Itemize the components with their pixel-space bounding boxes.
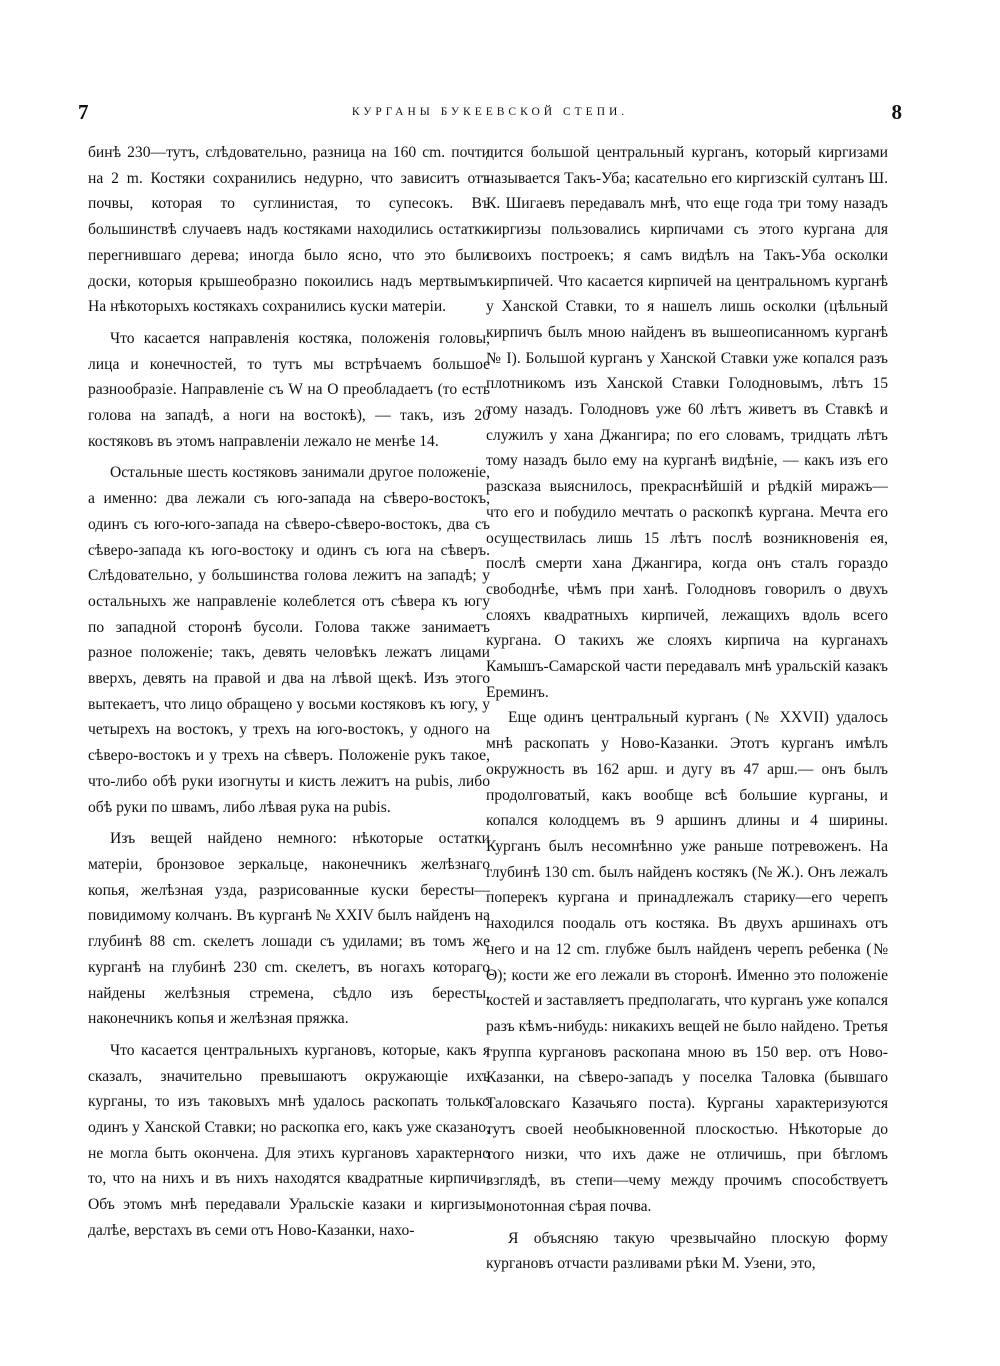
paragraph: Остальные шесть костяковъ занимали другое положеніе, а именно: два лежали съ юго-запада на сѣверо-востокъ, одинъ съ юго-юго-запада на сѣверо-сѣверо-востокъ, два съ сѣверо-запада къ юго-востоку и одинъ съ юга на сѣверъ. Слѣдовательно, у большинства голова лежитъ на западѣ; у остальныхъ же направленіе колеблется отъ сѣвера къ югу по западной сторонѣ бусоли. Голова также занимаетъ разное положеніе; такъ, девять человѣкъ лежатъ лицами вверхъ, девять на правой и два на лѣвой щекѣ. Изъ этого вытекаетъ, что лицо обращено у восьми костяковъ къ югу, у четырехъ на востокъ, у трехъ на юго-востокъ, у одного на сѣверо-востокъ и у трехъ на сѣверъ. Положеніе рукъ такое, что-либо обѣ руки изогнуты и кисть лежитъ на pubis, либо обѣ руки по швамъ, либо лѣвая рука на pubis. — [88, 464, 490, 816]
running-title: КУРГАНЫ БУКЕЕВСКОЙ СТЕПИ. — [351, 106, 629, 118]
paragraph: Еще одинъ центральный курганъ (№ XXVII) удалось мнѣ раскопать у Ново-Казанки. Этотъ курганъ имѣлъ окружность въ 162 арш. и дугу въ 47 арш.— онъ былъ продолговатый, какъ вообще всѣ большие курганы, и копался колодцемъ въ 9 аршинъ длины и 4 ширины. Курганъ былъ несомнѣнно уже раньше потревоженъ. На глубинѣ 130 cm. былъ найденъ костякъ (№ Ж.). Онъ лежалъ поперекъ кургана и принадлежалъ старику—его черепъ находился поодаль отъ костяка. Въ двухъ аршинахъ отъ него и на 12 cm. глубже былъ найденъ черепъ ребенка (№ Θ); кости же его лежали въ сторонѣ. Именно это положеніе костей и заставляетъ предполагать, что курганъ уже копался разъ кѣмъ-нибудь: никакихъ вещей не было найдено. Третья группа кургановъ раскопана мною въ 150 вер. отъ Ново-Казанки, на сѣверо-западъ у поселка Таловка (бывшаго Таловскаго Казачьяго поста). Курганы характеризуются тутъ своей необыкновенной плоскостью. Нѣкоторые до того низки, что ихъ даже не отличишь, при бѣгломъ взглядѣ, въ степи—чему между прочимъ способствуетъ монотонная сѣрая почва. — [486, 709, 888, 1215]
right-column — [486, 140, 888, 1277]
paragraph: бинѣ 230—тутъ, слѣдовательно, разница на 160 cm. почти на 2 m. Костяки сохранились недурно, что зависитъ отъ почвы, которая то суглинистая, то супесокъ. Въ большинствѣ случаевъ надъ костяками находились остатки перегнившаго дерева; иногда было ясно, что это были доски, которыя крышеобразно покоились надъ мертвымъ. На нѣкоторыхъ костякахъ сохранились куски матеріи. — [88, 144, 490, 316]
page-header — [70, 100, 910, 130]
page-number-left: 7 — [78, 100, 89, 124]
paragraph: Что касается центральныхъ кургановъ, которые, какъ я сказалъ, значительно превышаютъ окружающіе ихъ курганы, то изъ таковыхъ мнѣ удалось раскопать только одинъ у Ханской Ставки; но раскопка его, какъ уже сказано, не могла быть окончена. Для этихъ кургановъ характерно то, что на нихъ и въ нихъ находятся квадратные кирпичи. Объ этомъ мнѣ передавали Уральскіе казаки и киргизы: далѣе, верстахъ въ семи отъ Ново-Казанки, нахо- — [88, 1041, 490, 1239]
page-number-right: 8 — [891, 100, 902, 124]
paragraph: дится большой центральный курганъ, который киргизами называется Такъ-Уба; касательно его киргизскій султанъ Ш. К. Шигаевъ передавалъ мнѣ, что еще года три тому назадъ киргизы пользовались кирпичами съ этого кургана для своихъ построекъ; я самъ видѣлъ на Такъ-Уба осколки кирпичей. Что касается кирпичей на центральномъ курганѣ у Ханской Ставки, то я нашелъ лишь осколки (цѣльный кирпичъ былъ мною найденъ въ вышеописанномъ курганѣ № I). Большой курганъ у Ханской Ставки уже копался разъ плотникомъ изъ Ханской Ставки Голодновымъ, лѣтъ 15 тому назадъ. Голодновъ уже 60 лѣтъ живетъ въ Ставкѣ и служилъ у хана Джангира; по его словамъ, тридцать лѣтъ тому назадъ было ему на курганѣ видѣніе, — какъ изъ его разсказа выяснилось, прекраснѣйшій и рѣдкій миражъ— что его и побудило мечтать о раскопкѣ кургана. Мечта его осуществилась лишь 15 лѣтъ послѣ возникновенія ея, послѣ смерти хана Джангира, когда онъ сталъ гораздо свободнѣе, чѣмъ при ханѣ. Голодновъ говорилъ о двухъ слояхъ квадратныхъ кирпичей, лежащихъ вдоль всего кургана. О такихъ же слояхъ кирпича на курганахъ Камышъ-Самарской части передавалъ мнѣ уральскій казакъ Ереминъ. — [486, 144, 888, 701]
paragraph: Я объясняю такую чрезвычайно плоскую форму кургановъ отчасти разливами рѣки М. Узени, это, — [486, 1229, 888, 1273]
paragraph: Изъ вещей найдено немного: нѣкоторые остатки матеріи, бронзовое зеркальце, наконечникъ желѣзнаго копья, желѣзная узда, разрисованные куски бересты—повидимому колчанъ. Въ курганѣ № XXIV былъ найденъ на глубинѣ 88 cm. скелетъ лошади съ удилами; въ томъ же курганѣ на глубинѣ 230 cm. скелетъ, въ ногахъ котораго найдены желѣзныя стремена, сѣдло изъ бересты, наконечникъ копья и желѣзная пряжка. — [88, 830, 490, 1028]
paragraph: Что касается направленія костяка, положенія головы, лица и конечностей, то тутъ мы встрѣчаемъ большое разнообразіе. Направленіе съ W на O преобладаетъ (то есть голова на западѣ, а ноги на востокѣ), — такъ, изъ 20 костяковъ въ этомъ направленіи лежало не менѣе 14. — [88, 329, 490, 450]
left-column — [88, 140, 490, 1244]
